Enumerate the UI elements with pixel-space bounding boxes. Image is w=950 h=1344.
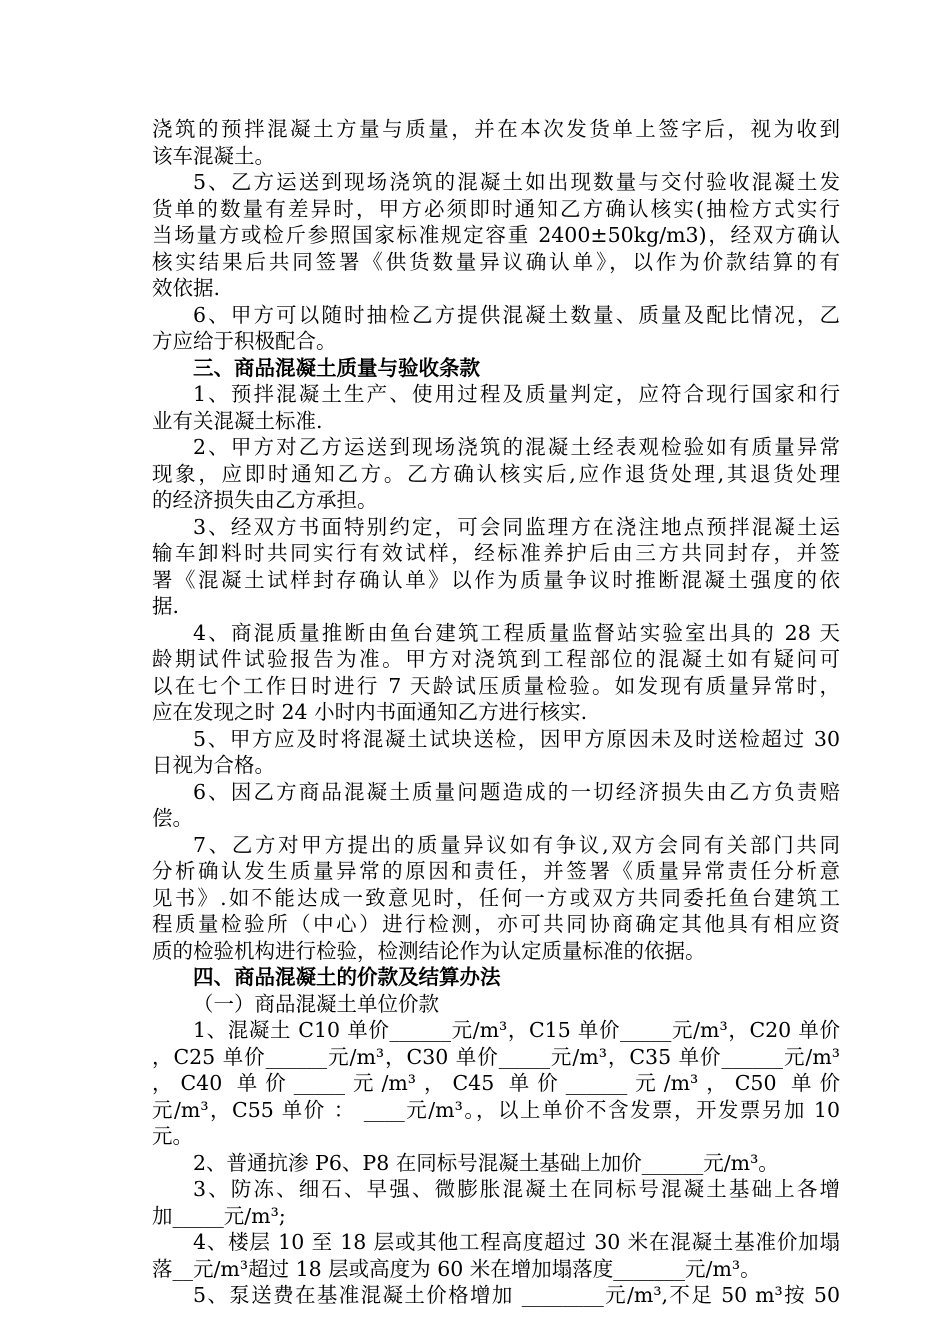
text-line: 6、因乙方商品混凝土质量问题造成的一切经济损失由乙方负责赔 bbox=[193, 779, 840, 804]
text-line: 核实结果后共同签署《供货数量异议确认单》，以作为价款结算的有 bbox=[152, 249, 840, 274]
text-line: 据. bbox=[152, 594, 180, 618]
text-line: 3、防冻、细石、早强、微膨胀混凝土在同标号混凝土基础上各增 bbox=[193, 1177, 840, 1201]
section-heading: 三、商品混凝土质量与验收条款 bbox=[193, 355, 480, 380]
text-line: 输车卸料时共同实行有效试样，经标准养护后由三方共同封存，并签 bbox=[152, 541, 840, 565]
text-line: 1、混凝土 C10 单价______元/m³，C15 单价_____元/m³，C20 单价 bbox=[193, 1018, 840, 1042]
document-page bbox=[152, 116, 840, 1309]
text-line: 以在七个工作日时进行 7 天龄试压质量检验。如发现有质量异常时， bbox=[152, 673, 840, 698]
text-line: 浇筑的预拌混凝土方量与质量，并在本次发货单上签字后，视为收到 bbox=[152, 117, 840, 141]
text-line: （一）商品混凝土单位价款 bbox=[193, 991, 439, 1016]
text-line: 应在发现之时 24 小时内书面通知乙方进行核实. bbox=[152, 700, 588, 724]
text-line: 5、甲方应及时将混凝土试块送检，因甲方原因未及时送检超过 30 bbox=[193, 726, 840, 751]
text-line: 1、预拌混凝土生产、使用过程及质量判定，应符合现行国家和行 bbox=[193, 382, 840, 406]
text-line: 货单的数量有差异时，甲方必须即时通知乙方确认核实(抽检方式实行 bbox=[152, 196, 840, 221]
text-line: 程质量检验所（中心）进行检测，亦可共同协商确定其他具有相应资 bbox=[152, 912, 840, 936]
text-line: 加_____元/m³; bbox=[152, 1203, 286, 1228]
text-line: 龄期试件试验报告为准。甲方对浇筑到工程部位的混凝土如有疑问可 bbox=[152, 647, 840, 671]
text-line: 偿。 bbox=[152, 806, 193, 830]
text-line: 质的检验机构进行检验，检测结论作为认定质量标准的依据。 bbox=[152, 938, 706, 963]
text-line: 业有关混凝土标准. bbox=[152, 408, 323, 433]
text-line: 效依据. bbox=[152, 276, 221, 300]
text-line: 7、乙方对甲方提出的质量异议如有争议,双方会同有关部门共同 bbox=[193, 832, 840, 857]
text-line: 元/m³，C55 单价 ： ____元/m³。，以上单价不含发票，开发票另加 10 bbox=[152, 1097, 840, 1122]
text-line: ，C25 单价______元/m³，C30 单价_____元/m³，C35 单价______元/m³ bbox=[152, 1044, 840, 1069]
text-line: 5、泵送费在基准混凝土价格增加 ________元/m³,不足 50 m³按 50 bbox=[193, 1283, 840, 1307]
text-line: 当场量方或检斤参照国家标准规定容重 2400±50kg/m3)，经双方确认 bbox=[152, 223, 840, 247]
text-line: 4、楼层 10 至 18 层或其他工程高度超过 30 米在混凝土基准价加塌 bbox=[193, 1230, 840, 1254]
text-line: 日视为合格。 bbox=[152, 753, 275, 777]
text-line: 2、普通抗渗 P6、P8 在同标号混凝土基础上加价______元/m³。 bbox=[193, 1150, 779, 1175]
text-line: 2、甲方对乙方运送到现场浇筑的混凝土经表观检验如有质量异常 bbox=[193, 435, 840, 459]
text-line: 署《混凝土试样封存确认单》以作为质量争议时推断混凝土强度的依 bbox=[152, 567, 840, 592]
text-line: 方应给于积极配合。 bbox=[152, 329, 337, 353]
text-line: 见书》.如不能达成一致意见时，任何一方或双方共同委托鱼台建筑工 bbox=[152, 885, 840, 910]
text-line: 分析确认发生质量异常的原因和责任，并签署《质量异常责任分析意 bbox=[152, 859, 840, 883]
text-line: 4、商混质量推断由鱼台建筑工程质量监督站实验室出具的 28 天 bbox=[193, 620, 840, 645]
text-line: 该车混凝土。 bbox=[152, 143, 275, 168]
text-line: 元。 bbox=[152, 1124, 193, 1148]
section-heading: 四、商品混凝土的价款及结算办法 bbox=[193, 965, 501, 989]
text-line: 6、甲方可以随时抽检乙方提供混凝土数量、质量及配比情况，乙 bbox=[193, 302, 840, 327]
text-line: 的经济损失由乙方承担。 bbox=[152, 488, 378, 512]
text-line: 5、乙方运送到现场浇筑的混凝土如出现数量与交付验收混凝土发 bbox=[193, 170, 840, 194]
text-line: 3、经双方书面特别约定，可会同监理方在浇注地点预拌混凝土运 bbox=[193, 514, 840, 539]
text-line: 现象，应即时通知乙方。乙方确认核实后,应作退货处理,其退货处理 bbox=[152, 461, 840, 486]
text-line: 落__元/m³超过 18 层或高度为 60 米在增加塌落度_______元/m³。 bbox=[152, 1256, 761, 1281]
text-line: ，C40 单价_____元/m³，C45 单价______元/m³，C50 单价 bbox=[152, 1071, 840, 1095]
